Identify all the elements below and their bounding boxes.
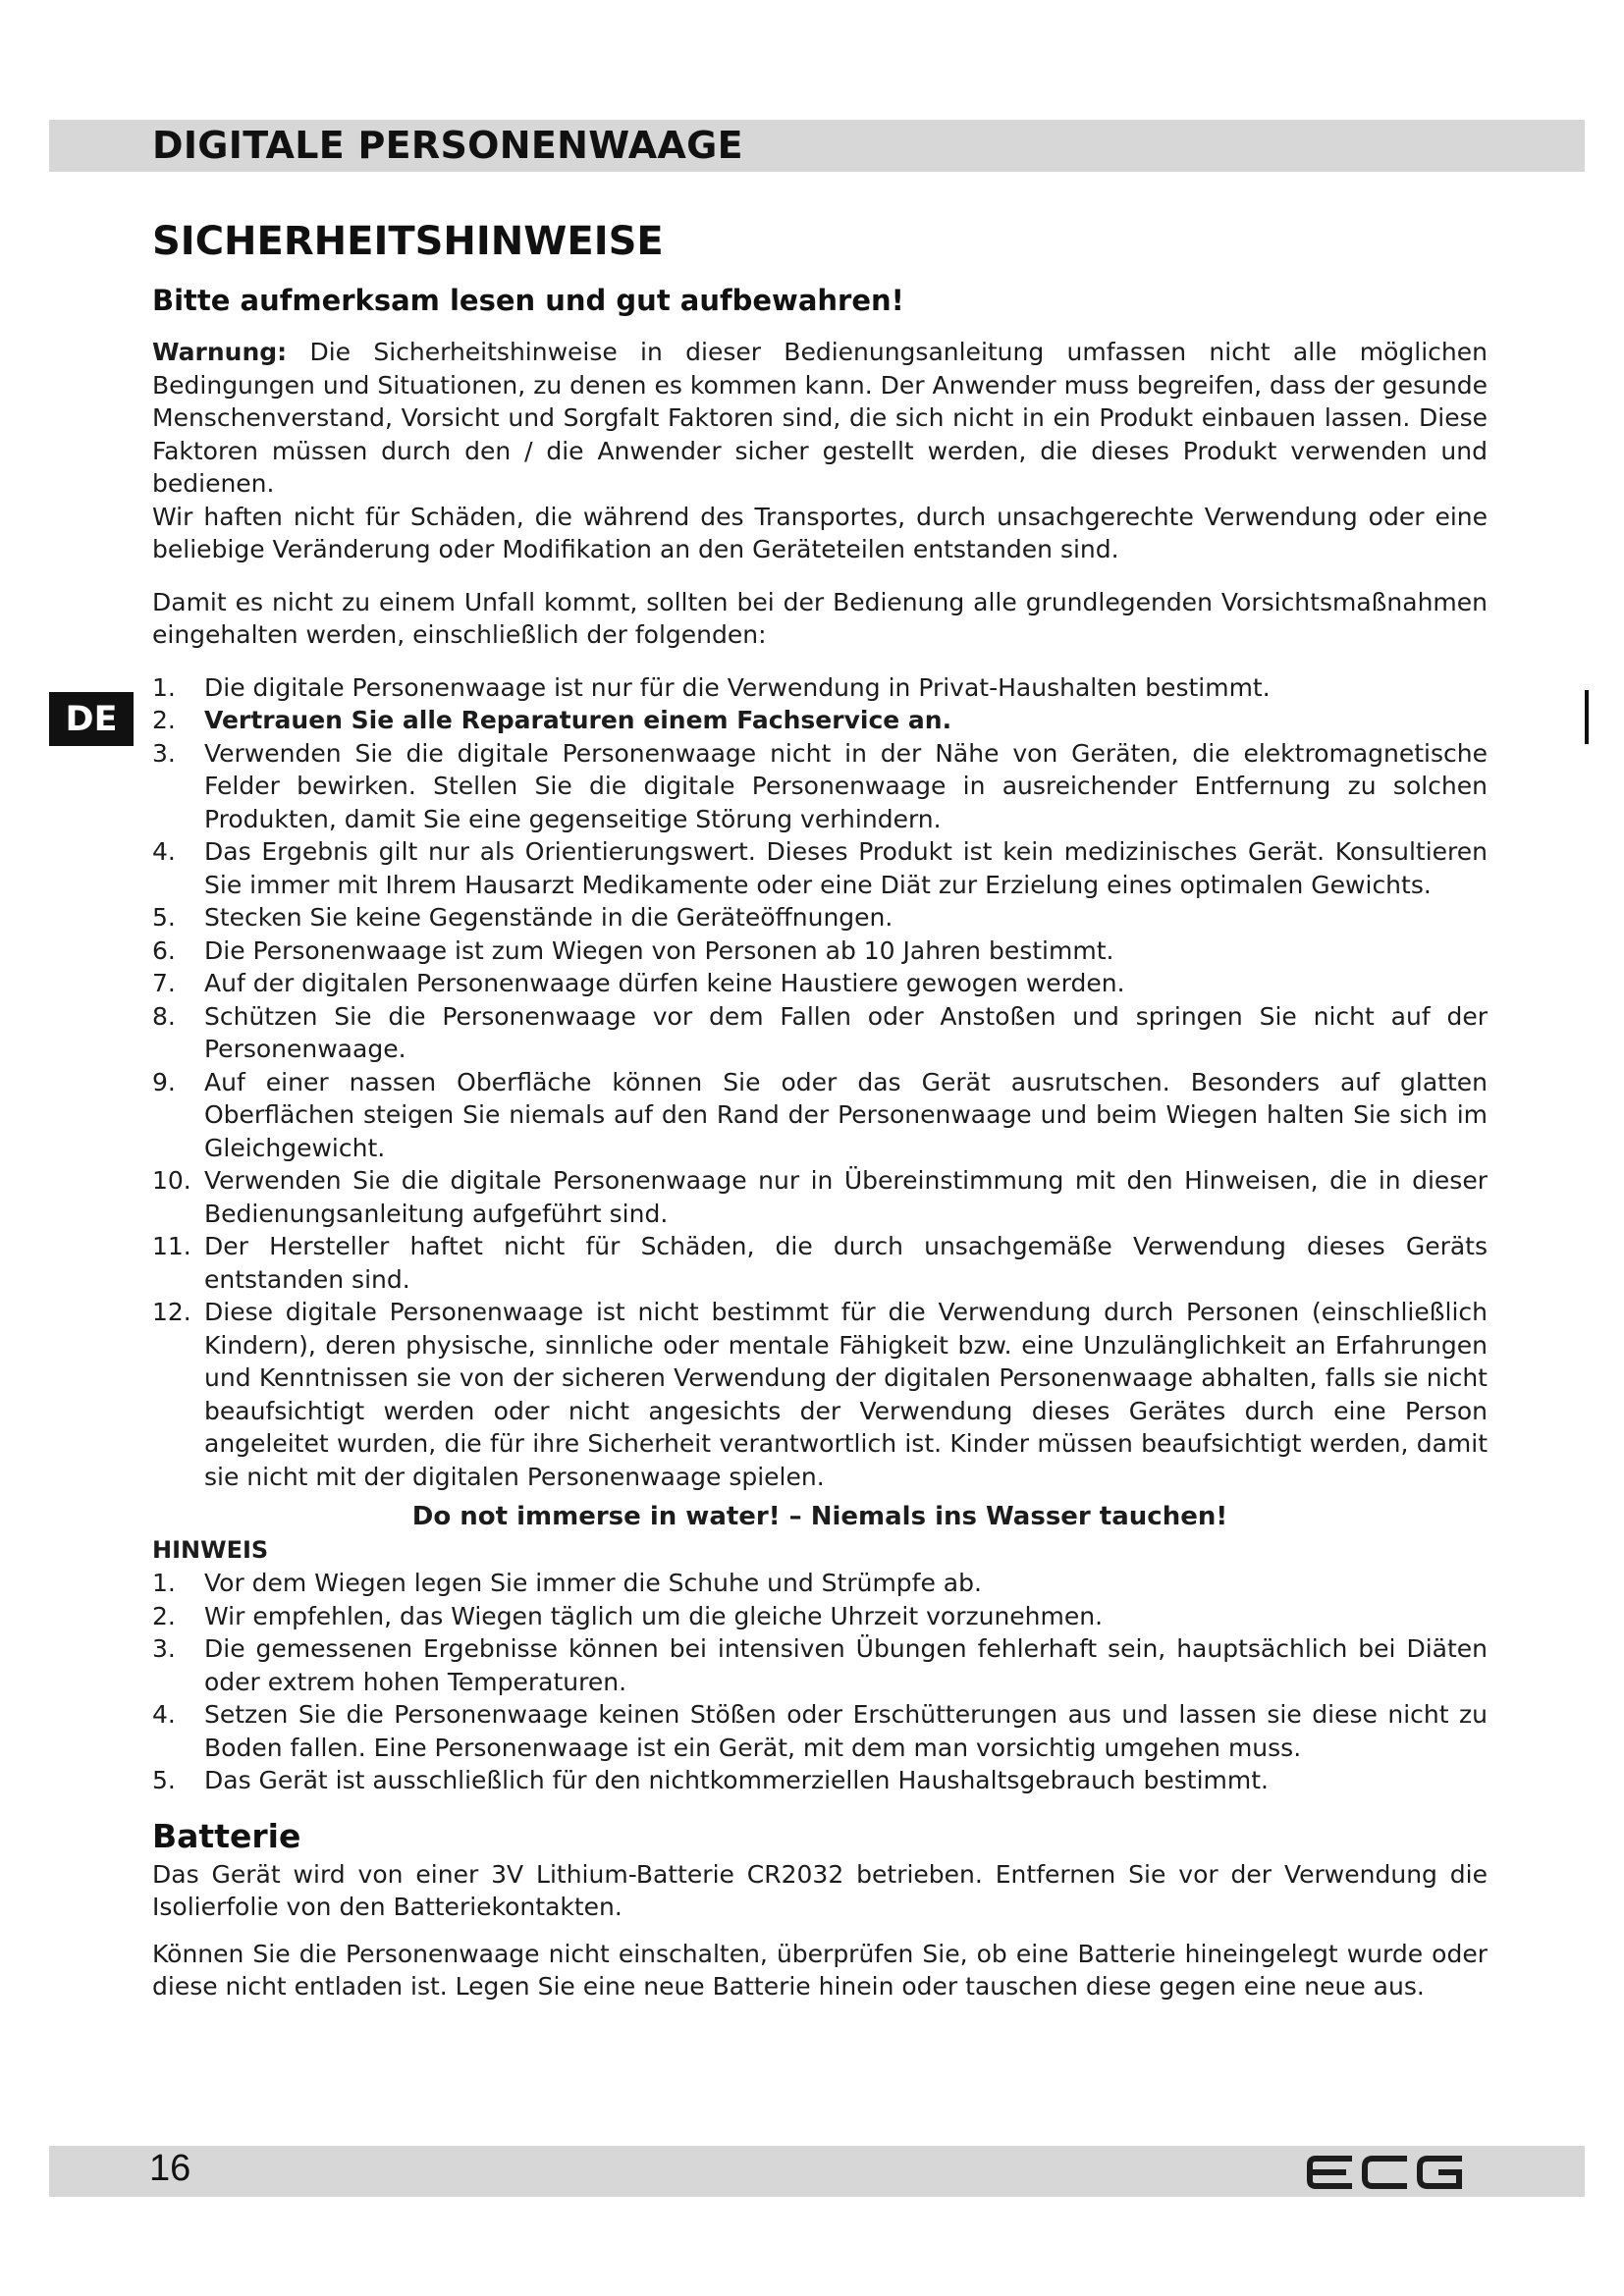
hinweis-list [152, 1567, 1488, 1797]
list-item: 4. Das Ergebnis gilt nur als Orientierungswert. Dieses Produkt ist kein medizinisches Gerät. Konsultieren Sie immer mit Ihrem Hausarzt Medikamente oder eine Diät zur Erzielung eines optimalen Gewichts. [152, 837, 1488, 899]
subtitle: Bitte aufmerksam lesen und gut aufbewahren! [152, 284, 904, 317]
list-item: 2. Vertrauen Sie alle Reparaturen einem Fachservice an. [152, 706, 952, 734]
language-tab: DE [49, 692, 134, 746]
battery-paragraph-1: Das Gerät wird von einer 3V Lithium-Batterie CR2032 betrieben. Entfernen Sie vor der Verwendung die Isolierfolie von den Batteriekontakten. [152, 1859, 1488, 1921]
list-item: 8. Schützen Sie die Personenwaage vor dem Fallen oder Anstoßen und springen Sie nicht auf der Personenwaage. [152, 1001, 1488, 1063]
list-item: 1. Vor dem Wiegen legen Sie immer die Schuhe und Strümpfe ab. [152, 1569, 982, 1597]
list-item: 3. Verwenden Sie die digitale Personenwaage nicht in der Nähe von Geräten, die elektromagnetische Felder bewirken. Stellen Sie die digitale Personenwaage in ausreichender Entfernung zu solchen Produkten, damit Sie eine gegenseitige Störung verhindern. [152, 738, 1488, 833]
list-item: 2. Wir empfehlen, das Wiegen täglich um die gleiche Uhrzeit vorzunehmen. [152, 1601, 1104, 1630]
hinweis-heading: HINWEIS [152, 1536, 269, 1564]
list-item: 11. Der Hersteller haftet nicht für Schäden, die durch unsachgemäße Verwendung dieses Geräts entstanden sind. [152, 1232, 1488, 1294]
intro-paragraph: Damit es nicht zu einem Unfall kommt, sollten bei der Bedienung alle grundlegenden Vorsichtsmaßnahmen eingehalten werden, einschließlich der folgenden: [152, 587, 1488, 649]
list-item: 9. Auf einer nassen Oberfläche können Sie oder das Gerät ausrutschen. Besonders auf glatten Oberflächen steigen Sie niemals auf den Rand der Personenwaage und beim Wiegen halten Sie sich im Gleichgewicht. [152, 1067, 1488, 1162]
safety-list [152, 671, 1488, 1494]
list-item: 6. Die Personenwaage ist zum Wiegen von Personen ab 10 Jahren bestimmt. [152, 935, 1114, 965]
ecg-logo [1306, 2155, 1465, 2190]
list-item: 1. Die digitale Personenwaage ist nur für die Verwendung in Privat-Haushalten bestimmt. [152, 672, 1271, 702]
list-item: 5. Das Gerät ist ausschließlich für den nichtkommerziellen Haushaltsgebrauch bestimmt. [152, 1766, 1269, 1794]
warning-text: Die Sicherheitshinweise in dieser Bedienungsanleitung umfassen nicht alle möglichen Bedingungen und Situationen, zu denen es kommen kann. Der Anwender muss begreifen, dass der gesunde Menschenverstand, Vorsicht und Sorgfalt Faktoren sind, die sich nicht in ein Produkt einbauen lassen. Diese Faktoren müssen durch den / die Anwender sicher gestellt werden, die dieses Produkt verwenden und bedienen. [152, 338, 1488, 498]
battery-paragraph-2: Können Sie die Personenwaage nicht einschalten, überprüfen Sie, ob eine Batterie hineingelegt wurde oder diese nicht entladen ist. Legen Sie eine neue Batterie hinein oder tauschen diese gegen eine neue aus. [152, 1939, 1488, 2001]
page-number: 16 [149, 2148, 191, 2189]
main-content [152, 216, 1488, 2003]
list-item: 12. Diese digitale Personenwaage ist nicht bestimmt für die Verwendung durch Personen (einschließlich Kindern), deren physische, sinnliche oder mentale Fähigkeit bzw. eine Unzulänglichkeit an Erfahrungen und Kenntnissen sie von der sicheren Verwendung der digitalen Personenwaage abhalten, falls sie nicht beaufsichtigt werden oder nicht angesichts der Verwendung dieses Gerätes durch eine Person angeleitet wurden, die für ihre Sicherheit verantwortlich ist. Kinder müssen beaufsichtigt werden, damit sie nicht mit der digitalen Personenwaage spielen. [152, 1298, 1488, 1491]
list-item: 4. Setzen Sie die Personenwaage keinen Stößen oder Erschütterungen aus und lassen sie diese nicht zu Boden fallen. Eine Personenwaage ist ein Gerät, mit dem man vorsichtig umgehen muss. [152, 1700, 1488, 1762]
document-title: DIGITALE PERSONENWAAGE [152, 124, 743, 167]
margin-mark [1585, 690, 1589, 744]
warning-paragraph [152, 336, 1488, 501]
liability-paragraph: Wir haften nicht für Schäden, die während des Transportes, durch unsachgerechte Verwendung oder eine beliebige Veränderung oder Modifikation an den Geräteteilen entstanden sind. [152, 502, 1488, 563]
water-warning: Do not immerse in water! – Niemals ins Wasser tauchen! [411, 1502, 1228, 1531]
page-title: SICHERHEITSHINWEISE [152, 219, 664, 264]
list-item: 3. Die gemessenen Ergebnisse können bei intensiven Übungen fehlerhaft sein, hauptsächlich bei Diäten oder extrem hohen Temperaturen. [152, 1634, 1488, 1696]
list-item: 5. Stecken Sie keine Gegenstände in die Geräteöffnungen. [152, 903, 893, 932]
list-item: 10. Verwenden Sie die digitale Personenwaage nur in Übereinstimmung mit den Hinweisen, die in dieser Bedienungsanleitung aufgeführt sind. [152, 1166, 1488, 1228]
warning-label: Warnung: [152, 338, 288, 366]
list-item: 7. Auf der digitalen Personenwaage dürfen keine Haustiere gewogen werden. [152, 969, 1125, 997]
battery-heading: Batterie [152, 1816, 301, 1855]
